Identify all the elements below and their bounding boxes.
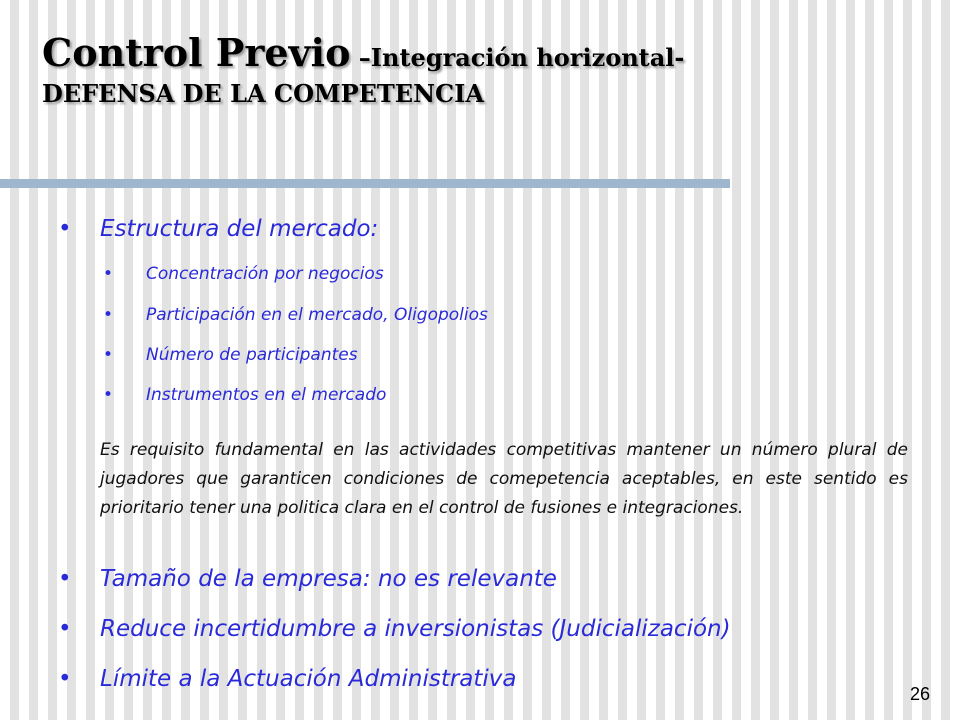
bullet-dot: • bbox=[58, 216, 72, 242]
title-subtitle: –Integración horizontal- bbox=[350, 43, 685, 72]
explanatory-paragraph: Es requisito fundamental en las actividades competitivas mantener un número plural de jugadores que garanticen condiciones de comepetencia aceptables, en este sentido es prioritario tener una politica clara en el control de fusiones e integraciones. bbox=[100, 440, 908, 518]
bullet-text: Reduce incertidumbre a inversionistas (Judicialización) bbox=[100, 616, 731, 642]
bullet-text: Tamaño de la empresa: no es relevante bbox=[100, 566, 557, 592]
bullet-dot: • bbox=[58, 616, 72, 642]
sub-bullet-text: Número de participantes bbox=[146, 345, 358, 365]
slide-title bbox=[42, 30, 684, 108]
sub-bullet-text: Participación en el mercado, Oligopolios bbox=[146, 305, 488, 325]
bullet-text: Estructura del mercado: bbox=[100, 216, 379, 242]
sub-bullet-text: Concentración por negocios bbox=[146, 264, 384, 284]
sub-bullet-dot: • bbox=[103, 385, 114, 405]
bullet-dot: • bbox=[58, 566, 72, 592]
bullet-text: Límite a la Actuación Administrativa bbox=[100, 666, 517, 692]
title-divider bbox=[0, 179, 730, 188]
title-line2: DEFENSA DE LA COMPETENCIA bbox=[42, 79, 484, 108]
bullet-dot: • bbox=[58, 666, 72, 692]
sub-bullet-text: Instrumentos en el mercado bbox=[146, 385, 387, 405]
page-number: 26 bbox=[909, 684, 930, 704]
title-main: Control Previo bbox=[42, 30, 351, 75]
sub-bullet-dot: • bbox=[103, 264, 114, 284]
sub-bullet-dot: • bbox=[103, 345, 114, 365]
sub-bullet-dot: • bbox=[103, 305, 114, 325]
